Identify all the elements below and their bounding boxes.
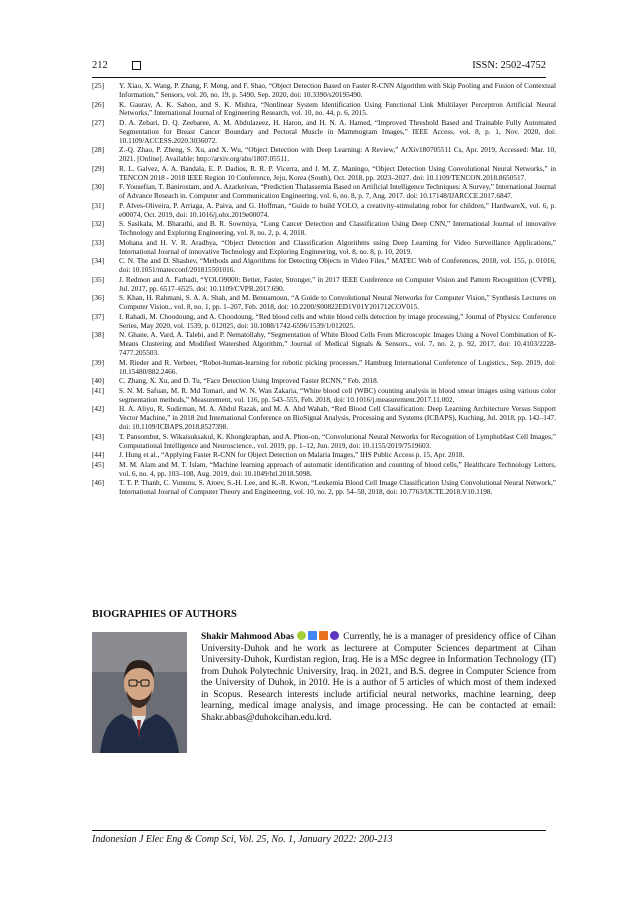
reference-number: [27] [92,119,105,127]
reference-item [92,313,556,331]
google-scholar-icon[interactable] [308,631,317,640]
reference-number: [39] [92,358,105,367]
reference-text: M. Rieder and R. Verbeet, “Robot-human-learning for robotic picking processes,” Hamburg International Conference of Logistics., Sep. 2019, doi: 10.15480/882.2466. [119,358,556,376]
reference-number: [35] [92,275,105,284]
web-of-science-icon[interactable] [330,631,339,640]
reference-item [92,294,556,312]
reference-text: J. Redmon and A. Farhadi, “YOLO9000: Better, Faster, Stronger,” in 2017 IEEE Conference on Computer Vision and Pattern Recognition (CVPR), Jul. 2017, pp. 6517–6525. doi: 10.1109/CVPR.2017.690. [119,275,556,293]
issn-label: ISSN: 2502-4752 [472,60,546,71]
reference-text: F. Yousefian, T. Banirostam, and A. Azarkeivan, “Prediction Thalassemia Based on Artificial Intelligence Techniques: A Survey,” International Journal of Advance Reseach in. Computer and Communication Engineering, vol. 6, no. 8, p. 7, Aug. 2017. doi: 10.17148/IJARCCE.2017.6847. [119,183,556,201]
biographies-heading: BIOGRAPHIES OF AUTHORS [92,609,237,620]
reference-number: [43] [92,432,105,441]
author-biography [201,631,556,724]
reference-text: S. Khan, H. Rahmani, S. A. A. Shah, and M. Bennamoun, “A Guide to Convolutional Neural Networks for Computer Vision,” Synthesis Lectures on Computer Vision., vol. 8, no. 1, pp. 1–207, Feb. 2018, doi: 10.2200/S00822ED1V01Y201712COV015. [119,294,556,312]
page-number: 212 [92,60,108,71]
reference-number: [25] [92,82,105,90]
reference-text: J. Hung et al., “Applying Faster R-CNN for Object Detection on Malaria Images,” IHS Public Access p. 15, Apr. 2018. [119,451,465,460]
reference-item [92,387,556,405]
reference-item [92,257,556,275]
reference-number: [31] [92,201,105,210]
scopus-icon[interactable] [319,631,328,640]
reference-text: Z.-Q. Zhao, P. Zheng, S. Xu, and X. Wu, “Object Detection with Deep Learning: A Review,” ArXiv180705511 Cs, Apr. 2019, Accessed: Mar. 10, 2021. [Online]. Available: http://arxiv.org/abs/1807.05511. [119,146,556,164]
reference-item [92,82,556,100]
reference-number: [45] [92,460,105,469]
reference-item [92,202,556,220]
reference-text: C. Zhang, X. Xu, and D. Tu, “Face Detection Using Improved Faster RCNN,” Feb. 2018. [119,377,379,386]
reference-item [92,119,556,146]
reference-number: [40] [92,377,105,386]
reference-item [92,276,556,294]
reference-number: [32] [92,220,105,229]
reference-number: [30] [92,183,105,192]
reference-text: P. Alves-Oliveira, P. Arriaga, A. Paiva, and G. Hoffman, “Guide to build YOLO, a creativity-stimulating robot for children,” HardwareX, vol. 6, p. e00074, Oct. 2019, doi: 10.1016/j.ohx.2019e00074. [119,201,556,219]
reference-text: R. L. Galvez, A. A. Bandala, E. P. Dadios, R. R. P. Vicerra, and J. M. Z. Maningo, “Object Detection Using Convolutional Neural Networks,” in TENCON 2018 - 2018 IEEE Region 10 Conference, Jeju, Korea (South), Oct. 2018, pp. 2023–2027. doi: 10.1109/TENCON.2018.8650517. [119,164,556,182]
square-icon [132,61,141,70]
reference-item [92,239,556,257]
reference-text: Y. Xiao, X. Wang, P. Zhang, F. Meng, and F. Shao, “Object Detection Based on Faster R-CNN Algorithm with Skip Pooling and Fusion of Contextual Information,” Sensors, vol. 20, no. 19, p. 5490, Sep. 2020, doi: 10.3390/s20195490. [119,82,556,99]
reference-number: [28] [92,146,105,155]
author-description: Currently, he is a manager of presidency office of Cihan University-Duhok and he work as lecturere at Computer Sciences department at Cihan University-Duhok, Kurdistan region, Iraq. He is a MSc degree in Information Technology (IT) from Duhok Polytechnic University, Iraq. in 2021, and B.S. degree in Computer Science from the University of Duhok, in 2010. He is a author of 5 articles of which most of them indexed in Scopus. Research interests include artificial neural networks, machine learning, deep learning, medical image analysis, and image processing. He can be contacted at email: Shakr.abbas@duhokcihan.edu.krd. [201,632,556,723]
reference-text: I. Rahadi, M. Choodoung, and A. Choodoung, “Red blood cells and white blood cells detection by image processing,” Journal of Physics: Conference Series, May 2020, vol. 1539, p. 012025, doi: 10.1088/1742-6596/1539/1/012025. [119,312,556,330]
reference-text: K. Gaurav, A. K. Sahoo, and S. K. Mishra, “Nonlinear System Identification Using Functional Link Multilayer Perceptron Artificial Neural Networks,” International Journal of Engineering Research, vol. 10, no. 44, p. 6, 2015. [119,100,556,118]
reference-number: [38] [92,331,105,340]
reference-number: [34] [92,257,105,266]
reference-list [92,82,556,498]
reference-number: [46] [92,479,105,488]
reference-item [92,461,556,479]
reference-item [92,405,556,432]
reference-number: [42] [92,405,105,414]
reference-number: [33] [92,238,105,247]
reference-item [92,359,556,377]
orcid-icon[interactable] [297,631,306,640]
reference-number: [44] [92,451,105,460]
reference-item [92,377,556,386]
reference-text: D. A. Zebari, D. Q. Zeebaree, A. M. Abdulazeez, H. Haron, and H. N. A. Hamed, “Improved Threshold Based and Trainable Fully Automated Segmentation for Breast Cancer Boundary and Pectoral Muscle in Mammogram Images,” IEEE Access, vol. 8, p. 1, Nov. 2020, doi: 10.1109/ACCESS.2020.3036072. [119,119,556,145]
reference-text: S. N. M. Safuan, M. R. Md Tomari, and W. N. Wan Zakaria, “White blood cell (WBC) counting analysis in blood smear images using various color segmentation methods,” Measurement, vol. 116, pp. 543–555, Feb. 2018, doi: 10.1016/j.measurement.2017.11.002. [119,386,556,404]
reference-item [92,433,556,451]
reference-item [92,165,556,183]
author-name: Shakir Mahmood Abas [201,632,295,642]
reference-text: T. Pansombut, S. Wikaisuksakul, K. Khongkraphan, and A. Phon-on, “Convolutional Neural Networks for Recognition of Lymphoblast Cell Images,” Computational Intelligence and Neuroscience., vol. 2019, pp. 1–12, Jun. 2019, doi: 10.1155/2019/7519603. [119,432,556,450]
reference-item [92,220,556,238]
reference-text: T. T. P. Thanh, C. Vununu, S. Atoev, S.-H. Lee, and K.-R. Kwon, “Leukemia Blood Cell Image Classification Using Convolutional Neural Network,” International Journal of Computer Theory and Engineering, vol. 10, no. 2, pp. 54–58, 2018, doi: 10.7763/IJCTE.2018.V10.1198. [119,479,556,497]
reference-text: C. N. The and D. Shashev, “Methods and Algorithms for Detecting Objects in Video Files,” MATEC Web of Conferences, 2018, vol. 155, p. 01016, doi: 10.1051/matecconf/201815501016. [119,257,556,275]
author-portrait-drawing [92,632,187,753]
header-rule [92,77,546,78]
reference-item [92,331,556,358]
page-footer: Indonesian J Elec Eng & Comp Sci, Vol. 25, No. 1, January 2022: 200-213 [92,834,393,845]
reference-item [92,183,556,201]
reference-number: [29] [92,164,105,173]
reference-item [92,451,556,460]
reference-number: [37] [92,312,105,321]
reference-number: [36] [92,294,105,303]
page-header [92,60,546,76]
footer-rule [92,830,546,831]
reference-item [92,146,556,164]
reference-text: Mohana and H. V. R. Aradhya, “Object Detection and Classification Algorithms using Deep Learning for Video Surveillance Applications,” International Journal of innovative Technology and Exploring Engineering, vol. 8, no. 8, p. 10, 2019. [119,238,556,256]
reference-text: N. Ghane, A. Vard, A. Talebi, and P. Nematollahy, “Segmentation of White Blood Cells From Microscopic Images Using a Novel Combination of K-Means Clustering and Modified Watershed Algorithm,” Journal of Medical Signals & Sensors., vol. 7, no. 2, p. 92, 2017, doi: 10.4103/2228-7477.205503. [119,331,556,358]
reference-text: S. Sasikala, M. Bharathi, and B. R. Sowmiya, “Lung Cancer Detection and Classification Using Deep CNN,” International Journal of innovative Technology and Exploring Engineering, vol. 8, no. 2, p. 4, 2018. [119,220,556,238]
reference-item [92,101,556,119]
reference-number: [26] [92,100,105,109]
reference-text: H. A. Aliyu, R. Sudirman, M. A. Abdul Razak, and M. A. Abd Wahab, “Red Blood Cell Classification: Deep Learning Architecture Versus Support Vector Machine,” in 2018 2nd International Conference on BioSignal Analysis, Processing and Systems (ICBAPS), Kuching, Jul. 2018, pp. 142–147. doi: 10.1109/ICBAPS.2018.8527398. [119,405,556,432]
author-photo [92,632,187,753]
reference-item [92,479,556,497]
reference-text: M. M. Alam and M. T. Islam, “Machine learning approach of automatic identification and counting of blood cells,” Healthcare Technology Letters, vol. 6, no. 4, pp. 103–108, Aug. 2019, doi: 10.1049/htl.2018.5098. [119,460,556,478]
reference-number: [41] [92,386,105,395]
